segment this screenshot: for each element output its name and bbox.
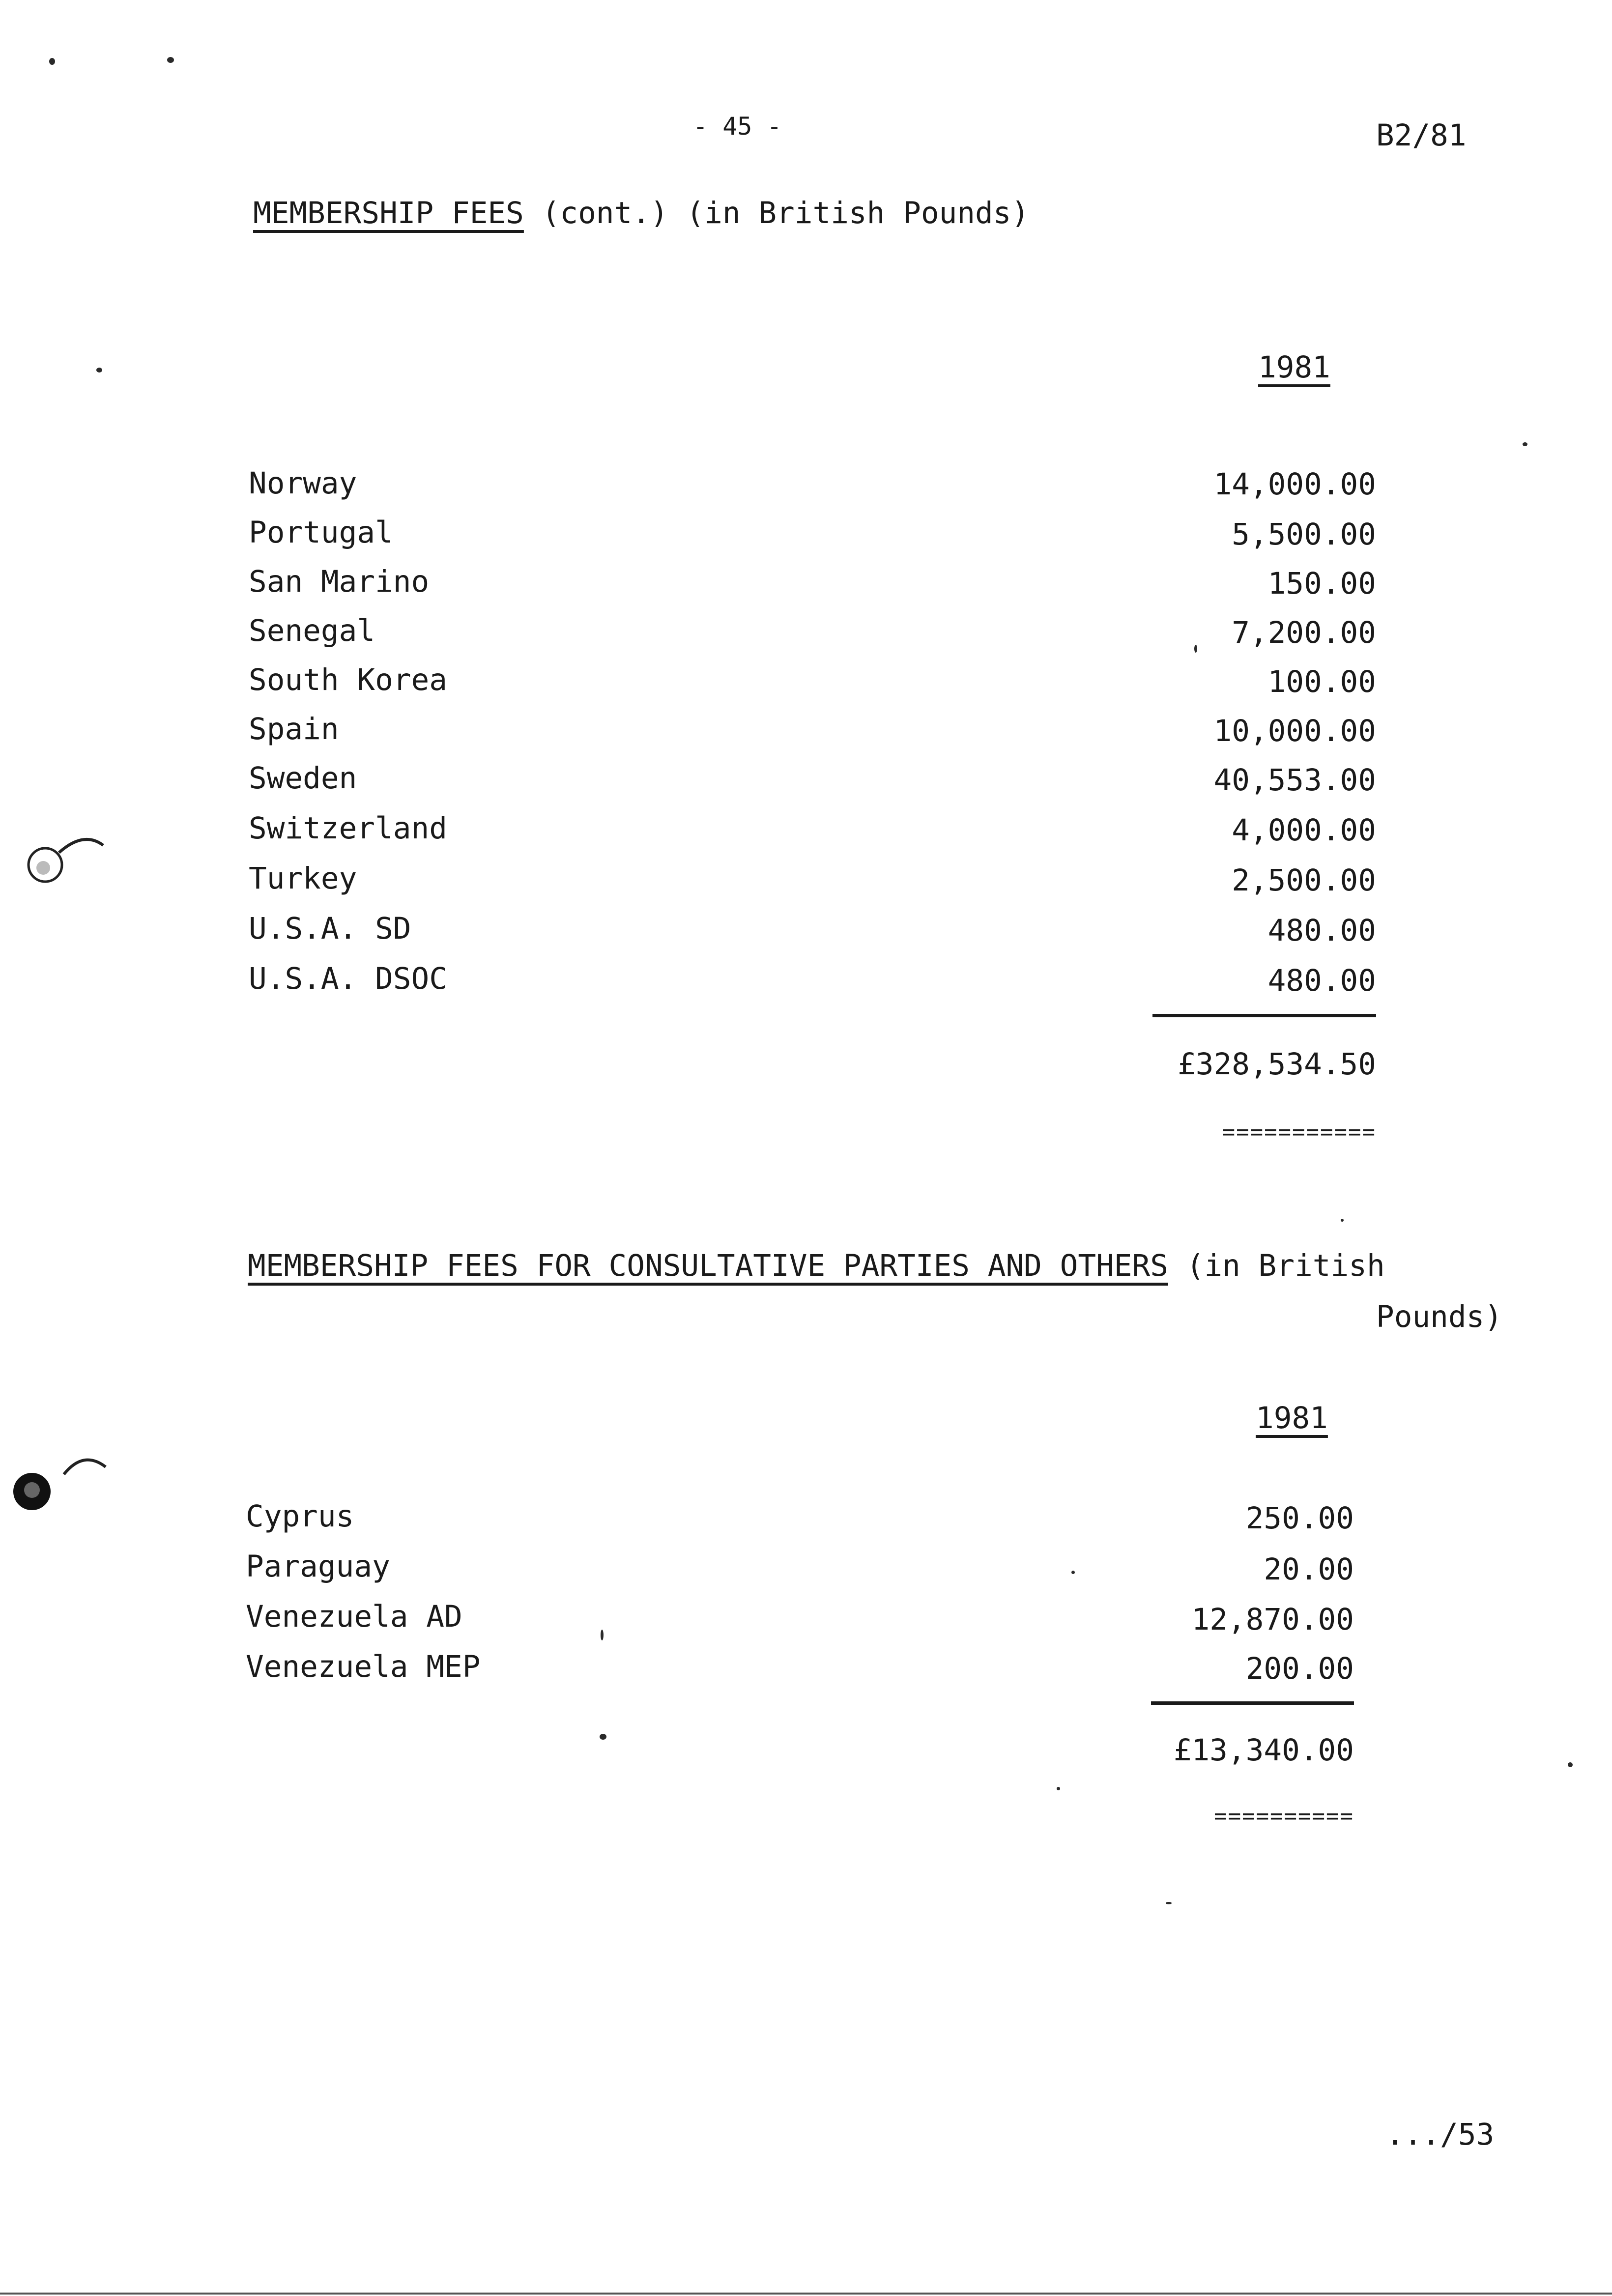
scan-speck [96,368,102,373]
section2-title-rest: (in British [1186,1248,1385,1283]
table-row-amount: 200.00 [1245,1651,1354,1686]
table-row-amount: 480.00 [1267,913,1376,948]
table-row-label: San Marino [249,564,430,599]
table-row-label: Switzerland [249,811,447,846]
section2-title-underlined: MEMBERSHIP FEES FOR CONSULTATIVE PARTIES AND OTHERS [248,1248,1168,1283]
table-row-label: Venezuela AD [246,1599,462,1634]
scan-speck [600,1734,606,1740]
scan-speck [49,58,55,65]
section1-total: £328,534.50 [1178,1047,1376,1082]
section2-double-rule: ========== [1214,1804,1354,1829]
table-row-amount: 480.00 [1267,963,1376,998]
punch-hole-lower [10,1445,108,1523]
table-row-label: U.S.A. SD [249,911,411,946]
table-row-label: Cyprus [246,1499,354,1534]
section1-title-rest: (cont.) (in British Pounds) [542,196,1030,230]
document-reference: B2/81 [1376,118,1467,153]
scan-speck [1057,1787,1060,1790]
table-row-amount: 7,200.00 [1232,615,1376,650]
section1-title-underlined: MEMBERSHIP FEES [253,196,524,230]
table-row-amount: 4,000.00 [1232,813,1376,848]
table-row-label: South Korea [249,662,447,697]
table-row-label: Senegal [249,613,375,648]
table-row-label: U.S.A. DSOC [249,961,447,996]
table-row-label: Turkey [249,861,357,896]
scan-speck [1166,1902,1172,1904]
section1-title [253,196,1029,230]
scan-speck [167,57,174,63]
section2-title-continuation: Pounds) [1376,1299,1503,1334]
table-row-amount: 40,553.00 [1213,763,1376,798]
continuation-marker: .../53 [1386,2117,1495,2152]
section2-year-header: 1981 [1256,1401,1328,1435]
table-row-label: Venezuela MEP [246,1649,481,1684]
page-bottom-edge [0,2293,1612,2295]
scan-speck [1523,442,1527,446]
table-row-amount: 5,500.00 [1232,517,1376,552]
section2-total: £13,340.00 [1173,1733,1354,1768]
page-number: - 45 - [693,112,782,141]
table-row-amount: 250.00 [1245,1501,1354,1536]
section2-title [248,1248,1385,1283]
section1-year-header: 1981 [1258,350,1330,385]
table-row-amount: 100.00 [1267,664,1376,699]
table-row-label: Sweden [249,761,357,796]
table-row-amount: 12,870.00 [1191,1602,1354,1637]
table-row-amount: 2,500.00 [1232,863,1376,898]
table-row-label: Norway [249,466,357,501]
section1-double-rule: =========== [1222,1119,1376,1145]
table-row-label: Spain [249,712,339,746]
table-row-amount: 150.00 [1267,566,1376,601]
scan-speck [601,1630,604,1640]
punch-hole-upper [25,826,108,894]
scan-speck [1071,1571,1075,1574]
table-row-label: Paraguay [246,1549,390,1584]
section1-sum-rule [1152,1014,1376,1017]
scan-speck [1341,1219,1344,1222]
scan-speck [1194,645,1197,653]
table-row-label: Portugal [249,515,393,550]
section2-sum-rule [1151,1701,1354,1705]
table-row-amount: 10,000.00 [1213,714,1376,748]
scan-speck [1568,1762,1573,1767]
table-row-amount: 14,000.00 [1213,467,1376,502]
table-row-amount: 20.00 [1264,1552,1354,1587]
